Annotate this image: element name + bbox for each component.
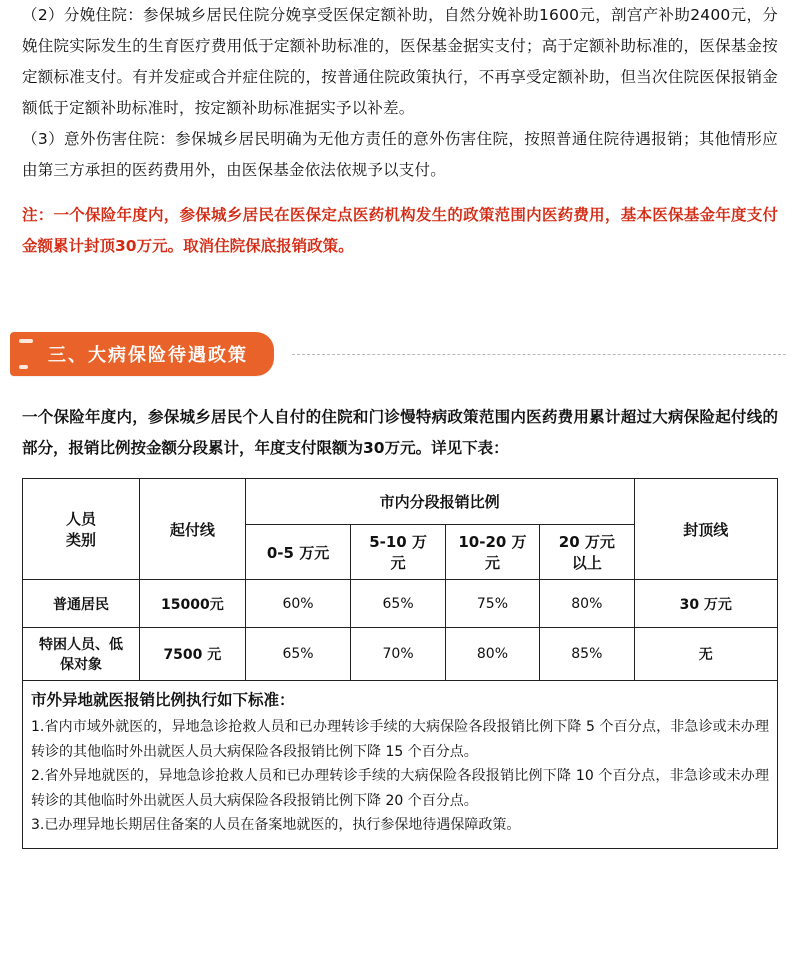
policy-body: [0, 0, 800, 186]
cell-rate-10-20-special: 80%: [445, 628, 539, 681]
cell-rate-5-10-ordinary: 65%: [351, 580, 445, 628]
header-band-10-20-line2: 元: [484, 554, 500, 572]
table-header-row-1: [23, 479, 778, 525]
footnote-title: 市外异地就医报销比例执行如下标准：: [31, 691, 295, 709]
cell-rate-10-20-ordinary: 75%: [445, 580, 539, 628]
row-label-special-hardship-line2: 保对象: [60, 657, 102, 673]
cell-cap-special: 无: [634, 628, 777, 681]
paragraph-childbirth-hospitalization: （2）分娩住院：参保城乡居民住院分娩享受医保定额补助，自然分娩补助1600元，剖宫产补助2400元，分娩住院实际发生的生育医疗费用低于定额补助标准的，医保基金据实支付；高于定额补助标准的，医保基金按定额标准支付。有并发症或合并症住院的，按普通住院政策执行，不再享受定额补助，但当次住院医保报销金额低于定额补助标准时，按定额补助标准据实予以补差。: [22, 6, 778, 117]
cell-deductible-special: 7500 元: [140, 628, 246, 681]
footnote-item-1: 1.省内市域外就医的，异地急诊抢救人员和已办理转诊手续的大病保险各段报销比例下降 5 个百分点，非急诊或未办理转诊的其他临时外出就医人员大病保险各段报销比例下降 15 个百分点。: [31, 719, 769, 760]
reimbursement-table: [22, 478, 778, 849]
header-band-5-10: [351, 525, 445, 580]
footnote-item-2: 2.省外异地就医的，异地急诊抢救人员和已办理转诊手续的大病保险各段报销比例下降 10 个百分点，非急诊或未办理转诊的其他临时外出就医人员大病保险各段报销比例下降 20 个百分点。: [31, 768, 769, 809]
header-band-20-plus-line2: 以上: [571, 554, 602, 572]
cell-rate-20-plus-ordinary: 80%: [540, 580, 634, 628]
cell-rate-5-10-special: 70%: [351, 628, 445, 681]
header-band-10-20: [445, 525, 539, 580]
cell-rate-0-5-ordinary: 60%: [245, 580, 351, 628]
header-band-0-5-line1: 0-5 万元: [266, 543, 330, 562]
cell-rate-0-5-special: 65%: [245, 628, 351, 681]
cell-cap-ordinary: 30 万元: [634, 580, 777, 628]
cell-deductible-ordinary: 15000元: [140, 580, 246, 628]
header-person-type-line2: 类别: [66, 531, 97, 549]
table-footer-row: [23, 681, 778, 849]
policy-note: 注：一个保险年度内，参保城乡居民在医保定点医药机构发生的政策范围内医药费用，基本医保基金年度支付金额累计封顶30万元。取消住院保底报销政策。: [22, 206, 778, 255]
table-row: [23, 628, 778, 681]
row-label-special-hardship: [23, 628, 140, 681]
row-label-special-hardship-line1: 特困人员、低: [39, 637, 123, 653]
row-label-ordinary-resident: 普通居民: [23, 580, 140, 628]
section-lead-text: 一个保险年度内，参保城乡居民个人自付的住院和门诊慢特病政策范围内医药费用累计超过大病保险起付线的部分，报销比例按金额分段累计，年度支付限额为30万元。详见下表：: [22, 408, 778, 457]
header-person-type: [23, 479, 140, 580]
section-title: 三、大病保险待遇政策: [48, 345, 248, 366]
header-band-5-10-line2: 元: [390, 554, 406, 572]
header-person-type-line1: 人员: [66, 510, 97, 528]
header-band-10-20-line1: 10-20 万: [458, 533, 527, 551]
header-band-5-10-line1: 5-10 万: [369, 533, 427, 551]
header-cap: 封顶线: [634, 479, 777, 580]
table-footnotes: [23, 681, 778, 849]
header-band-0-5: [245, 525, 351, 580]
header-in-city-rate-group: 市内分段报销比例: [245, 479, 634, 525]
header-deductible: 起付线: [140, 479, 246, 580]
table-row: [23, 580, 778, 628]
cell-rate-20-plus-special: 85%: [540, 628, 634, 681]
footnote-item-3: 3.已办理异地长期居住备案的人员在备案地就医的，执行参保地待遇保障政策。: [31, 817, 521, 834]
section-dotted-line: [292, 354, 786, 355]
section-ribbon: [10, 332, 274, 376]
reimbursement-table-wrapper: [22, 478, 778, 849]
header-band-20-plus-line1: 20 万元: [558, 533, 615, 551]
paragraph-accidental-injury: （3）意外伤害住院：参保城乡居民明确为无他方责任的意外伤害住院，按照普通住院待遇报销；其他情形应由第三方承担的医药费用外，由医保基金依法依规予以支付。: [22, 130, 778, 179]
section-header-critical-illness: [0, 332, 800, 376]
header-band-20-plus: [540, 525, 634, 580]
